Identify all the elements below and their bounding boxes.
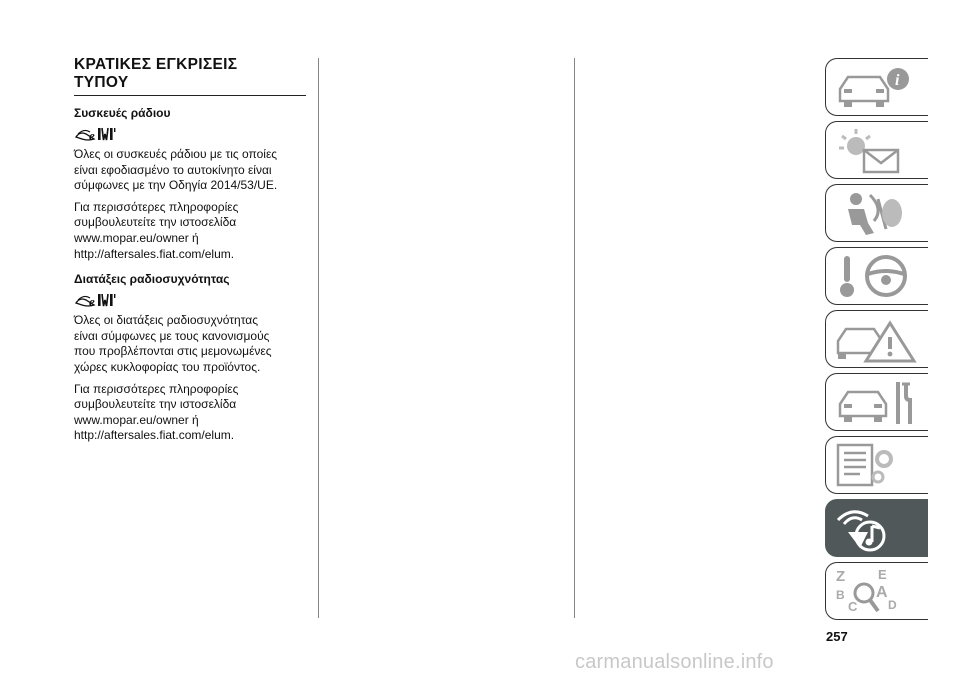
svg-text:i: i xyxy=(895,72,900,89)
tuning-devices-paragraph-1 xyxy=(74,313,306,375)
car-info-icon xyxy=(834,63,926,113)
svg-text:E: E xyxy=(878,567,887,582)
svg-text:D: D xyxy=(888,598,897,612)
watermark: carmanualsonline.info xyxy=(575,651,774,673)
text-line: συμβουλευτείτε την ιστοσελίδα xyxy=(74,397,237,412)
text-line: συμβουλευτείτε την ιστοσελίδα xyxy=(74,215,237,230)
multimedia-note-icon xyxy=(834,504,926,554)
svg-text:A: A xyxy=(876,584,888,601)
text-line: σύμφωνες με την Οδηγία 2014/53/UE. xyxy=(74,178,278,193)
text-line: είναι σύμφωνες με τους κανονισμούς xyxy=(74,328,270,343)
section-title-line-1: ΚΡΑΤΙΚΕΣ ΕΓΚΡΙΣΕΙΣ xyxy=(74,56,238,73)
tab-emergency[interactable] xyxy=(825,310,928,368)
radio-devices-paragraph-1 xyxy=(74,147,306,194)
svg-text:Z: Z xyxy=(836,568,846,585)
left-column xyxy=(74,56,306,450)
tuning-devices-paragraph-2 xyxy=(74,382,306,444)
svg-text:B: B xyxy=(836,588,845,602)
tab-maintenance[interactable] xyxy=(825,373,928,431)
text-line: είναι εφοδιασμένο το αυτοκίνητο είναι xyxy=(74,162,272,177)
tab-index[interactable] xyxy=(825,562,928,620)
section-title-line-2: ΤΥΠΟΥ xyxy=(74,74,129,91)
tab-multimedia[interactable] xyxy=(825,499,928,557)
car-warning-triangle-icon xyxy=(834,315,926,365)
link-text[interactable]: http://aftersales.fiat.com/elum. xyxy=(74,246,235,261)
radio-devices-heading: Συσκευές ράδιου xyxy=(74,106,171,120)
page-number: 257 xyxy=(826,629,848,644)
text-line: που προβλέπονται στις μεμονωμένες xyxy=(74,344,272,359)
approval-mark-icon xyxy=(74,291,118,309)
column-divider xyxy=(318,58,319,618)
link-text[interactable]: http://aftersales.fiat.com/elum. xyxy=(74,428,235,443)
column-divider xyxy=(574,58,575,618)
link-text[interactable]: www.mopar.eu/owner ή xyxy=(74,230,199,245)
airbag-seat-icon xyxy=(834,189,926,239)
svg-text:e: e xyxy=(89,128,95,143)
radio-devices-paragraph-2 xyxy=(74,200,306,262)
car-wrench-icon xyxy=(834,378,926,428)
text-line: Όλες οι διατάξεις ραδιοσυχνότητας xyxy=(74,313,258,328)
tab-starting-driving[interactable] xyxy=(825,247,928,305)
text-line: Για περισσότερες πληροφορίες xyxy=(74,381,239,396)
warning-light-message-icon xyxy=(834,126,926,176)
svg-text:C: C xyxy=(848,599,858,614)
key-steering-wheel-icon xyxy=(834,252,926,302)
alphabetical-index-icon xyxy=(834,567,926,617)
link-text[interactable]: www.mopar.eu/owner ή xyxy=(74,412,199,427)
text-line: χώρες κυκλοφορίας του προϊόντος. xyxy=(74,359,261,374)
tab-warning-lights[interactable] xyxy=(825,121,928,179)
approval-mark-icon xyxy=(74,125,118,143)
text-line: Για περισσότερες πληροφορίες xyxy=(74,199,239,214)
tab-car-info[interactable] xyxy=(825,58,928,116)
svg-text:e: e xyxy=(89,294,95,310)
specs-gear-icon xyxy=(834,441,926,491)
text-line: Όλες οι συσκευές ράδιου με τις οποίες xyxy=(74,147,278,161)
tab-safety[interactable] xyxy=(825,184,928,242)
tab-technical-specs[interactable] xyxy=(825,436,928,494)
section-title xyxy=(74,56,306,96)
tuning-devices-heading: Διατάξεις ραδιοσυχνότητας xyxy=(74,272,230,287)
